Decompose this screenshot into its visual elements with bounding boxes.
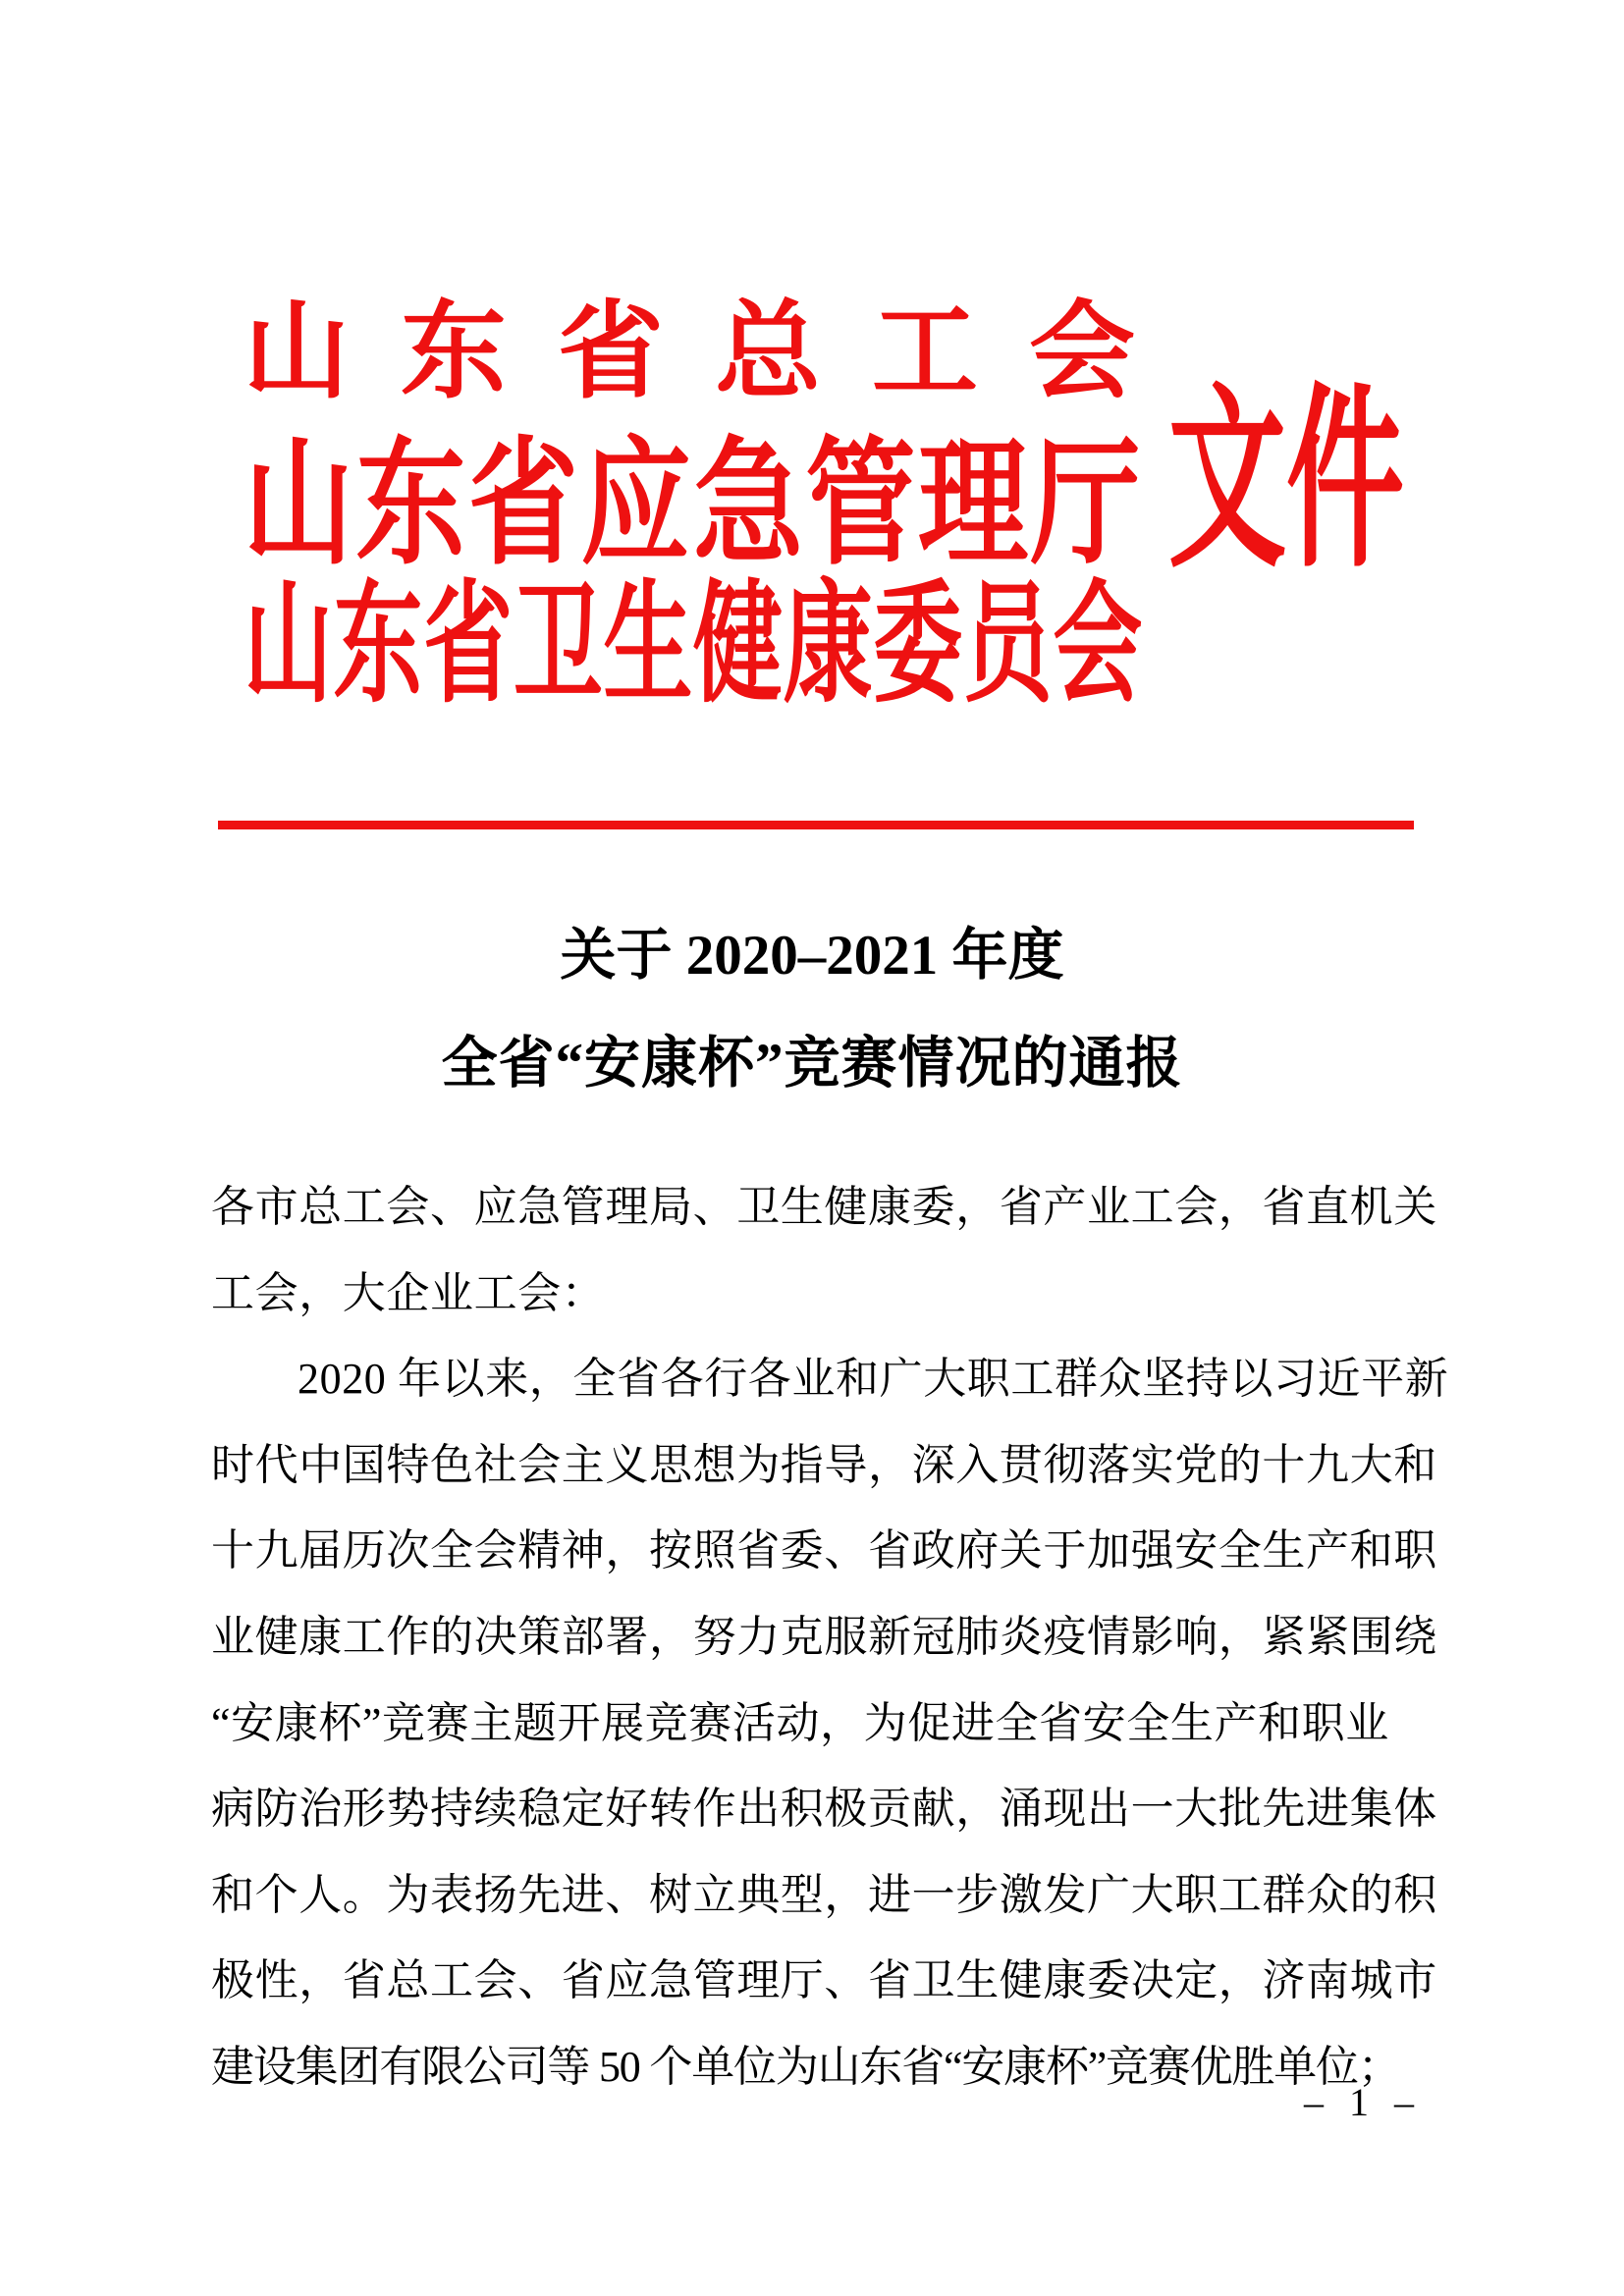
- body-text-line: 极性，省总工会、省应急管理厅、省卫生健康委决定，济南城市: [211, 1956, 1437, 2005]
- document-body: [211, 1164, 1449, 2110]
- org-name-line-2: 山东省应急管理厅: [244, 429, 1143, 582]
- body-text-line: 和个人。为表扬先进、树立典型，进一步激发广大职工群众的积: [211, 1870, 1437, 1919]
- body-text-line: 时代中国特色社会主义思想为指导，深入贯彻落实党的十九大和: [211, 1440, 1437, 1489]
- document-title-line-2: 全省“安康杯”竞赛情况的通报: [441, 1033, 1183, 1095]
- body-text-line: 十九届历次全会精神，按照省委、省政府关于加强安全生产和职: [211, 1526, 1437, 1575]
- body-text-line: 病防治形势持续稳定好转作出积极贡献，涌现出一大批先进集体: [211, 1785, 1437, 1834]
- org-name-line-1: 山东省总工会: [244, 294, 1187, 411]
- body-salutation-line: 各市总工会、应急管理局、卫生健康委，省产业工会，省直机关: [211, 1183, 1437, 1231]
- document-title: [203, 923, 1421, 1097]
- body-text-line: 业健康工作的决策部署，努力克服新冠肺炎疫情影响，紧紧围绕: [211, 1612, 1437, 1661]
- page-number: – 1 –: [1304, 2080, 1422, 2124]
- body-text-line: 2020 年以来，全省各行各业和广大职工群众坚持以习近平新: [298, 1355, 1449, 1404]
- letterhead: [0, 0, 1624, 815]
- doc-type-label: 文件: [1168, 374, 1405, 591]
- document-title-line-1: 关于 2020–2021 年度: [560, 925, 1064, 987]
- body-salutation-line: 工会，大企业工会：: [211, 1268, 606, 1317]
- red-divider-line: [218, 821, 1414, 829]
- body-text-line: 建设集团有限公司等 50 个单位为山东省“安康杯”竞赛优胜单位；: [211, 2042, 1400, 2091]
- org-name-line-3: 山东省卫生健康委员会: [244, 571, 1144, 720]
- body-text-line: “安康杯”竞赛主题开展竞赛活动，为促进全省安全生产和职业: [211, 1698, 1389, 1747]
